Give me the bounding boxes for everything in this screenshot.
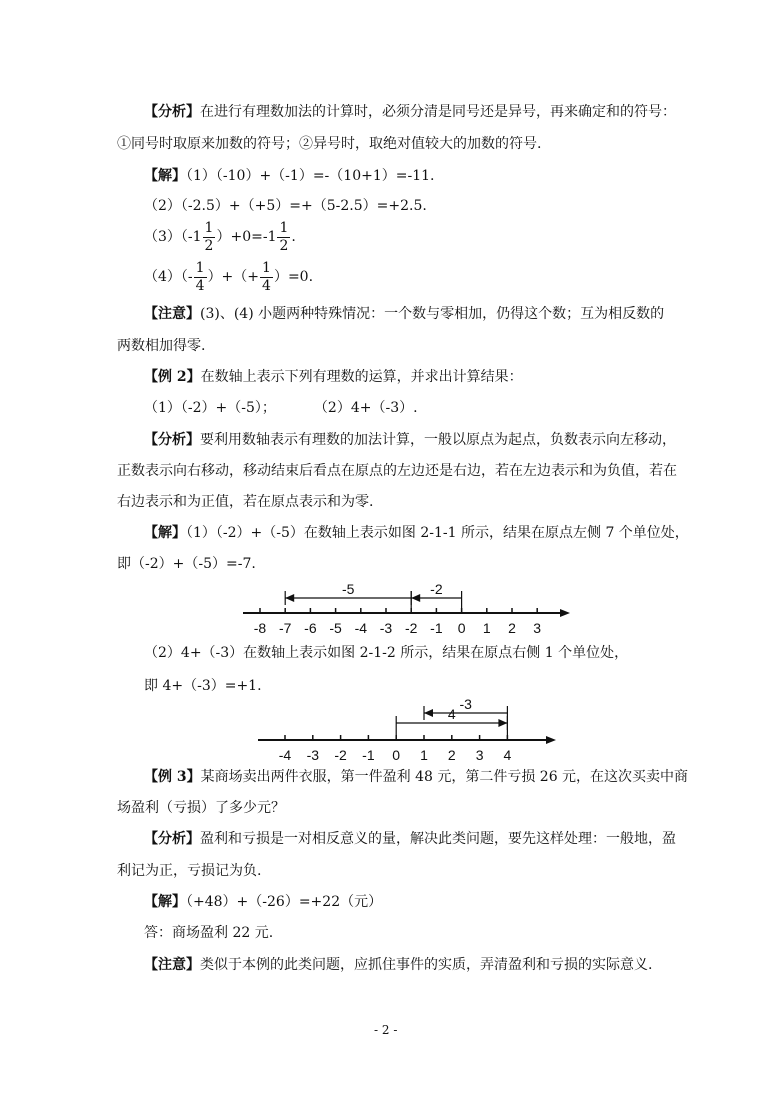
- tick-label: -7: [278, 620, 292, 636]
- analysis-paragraph-3: 【分析】盈利和亏损是一对相反意义的量，解决此类问题，要先这样处理：一般地，盈: [144, 831, 676, 847]
- analysis-paragraph-1: 【分析】在进行有理数加法的计算时，必须分清是同号还是异号，再来确定和的符号：: [144, 104, 676, 120]
- fraction: $\frac{1}{4}$: [195, 259, 205, 294]
- tick-label: -6: [304, 620, 317, 636]
- note-tag: 【注意】: [144, 957, 200, 973]
- example-tag: 【例 3】: [144, 769, 201, 785]
- arrow-label: 4: [447, 706, 456, 722]
- example-3-cont: 场盈利（亏损）了多少元？: [117, 800, 285, 816]
- axis-arrowhead: [546, 736, 556, 744]
- analysis-tag: 【分析】: [144, 104, 200, 120]
- example-tag: 【例 2】: [144, 369, 201, 385]
- tick-label: 1: [420, 747, 428, 763]
- analysis-tag: 【分析】: [144, 831, 200, 847]
- tick-label: -8: [253, 620, 267, 636]
- solution-ex2-line-1: 【解】（1）（-2）+（-5）在数轴上表示如图 2-1-1 所示，结果在原点左侧 7 个单位处，: [144, 525, 689, 541]
- arrow-head: [285, 594, 294, 602]
- solution-tag: 【解】: [144, 168, 186, 184]
- solution-line-4: （4）（- $\frac{1}{4}$ ）+（+ $\frac{1}{4}$ ）=0.: [144, 259, 314, 294]
- arrow-head: [498, 719, 507, 727]
- arrow-label: -5: [341, 581, 355, 597]
- tick-label: -3: [306, 747, 320, 763]
- arrow-label: -3: [459, 696, 472, 712]
- note-paragraph-2: 【注意】类似于本例的此类问题，应抓住事件的实质，弄清盈利和亏损的实际意义.: [144, 957, 653, 973]
- fraction: $\frac{1}{2}$: [279, 219, 289, 254]
- note-tag: 【注意】: [144, 306, 200, 322]
- tick-label: 2: [508, 620, 516, 636]
- arrow-head: [411, 594, 420, 602]
- arrow-head: [424, 709, 433, 717]
- note-paragraph-1-cont: 两数相加得零.: [117, 338, 206, 354]
- analysis-paragraph-1-cont: ①同号时取原来加数的符号；②异号时，取绝对值较大的加数的符号.: [117, 136, 542, 152]
- example-3-heading: 【例 3】某商场卖出两件衣服，第一件盈利 48 元，第二件亏损 26 元，在这次买卖中商: [144, 769, 689, 785]
- tick-label: 0: [392, 747, 401, 763]
- analysis-paragraph-2-cont: 正数表示向右移动，移动结束后看点在原点的左边还是右边，若在左边表示和为负值，若在: [117, 463, 677, 479]
- fraction: $\frac{1}{2}$: [204, 219, 214, 254]
- solution-line-3: （3）（-1 $\frac{1}{2}$ ）+0=-1 $\frac{1}{2}$ .: [144, 219, 296, 254]
- page-number: - 2 -: [374, 1023, 398, 1037]
- tick-label: -1: [430, 620, 443, 636]
- analysis-paragraph-2-cont: 右边表示和为正值，若在原点表示和为零.: [117, 494, 374, 510]
- tick-label: -2: [334, 747, 347, 763]
- tick-label: -3: [379, 620, 393, 636]
- analysis-paragraph-3-cont: 利记为正，亏损记为负.: [117, 863, 262, 879]
- number-line-1: [243, 581, 570, 636]
- note-paragraph-1: 【注意】(3)、(4) 小题两种特殊情况：一个数与零相加，仍得这个数；互为相反数的: [144, 306, 665, 322]
- example-2-items: （1）（-2）+（-5）； （2）4+（-3）.: [144, 400, 418, 416]
- tick-label: 0: [457, 620, 466, 636]
- fraction: $\frac{1}{4}$: [262, 259, 271, 294]
- solution-line-2: （2）（-2.5）+（+5）=+（5-2.5）=+2.5.: [144, 198, 427, 214]
- solution-ex3-line-1: 【解】（+48）+（-26）=+22（元）: [144, 894, 383, 910]
- tick-label: 4: [503, 747, 512, 763]
- tick-label: 3: [475, 747, 484, 763]
- number-line-2: [258, 696, 556, 763]
- tick-label: 1: [482, 620, 491, 636]
- tick-label: -4: [278, 747, 292, 763]
- tick-label: -1: [362, 747, 375, 763]
- tick-label: 3: [533, 620, 542, 636]
- tick-label: -5: [329, 620, 342, 636]
- tick-label: -2: [404, 620, 418, 636]
- answer-line: 答：商场盈利 22 元.: [144, 925, 274, 941]
- solution-ex2-line-3: （2）4+（-3）在数轴上表示如图 2-1-2 所示，结果在原点右侧 1 个单位处，: [144, 645, 629, 661]
- solution-tag: 【解】: [144, 525, 186, 541]
- example-2-heading: 【例 2】在数轴上表示下列有理数的运算，并求出计算结果：: [144, 369, 523, 385]
- solution-line-1: 【解】（1）（-10）+（-1）=-（10+1）=-11.: [144, 168, 435, 184]
- tick-label: 2: [447, 747, 456, 763]
- arrow-label: -2: [430, 581, 443, 597]
- analysis-paragraph-2: 【分析】要利用数轴表示有理数的加法计算，一般以原点为起点，负数表示向左移动，: [144, 432, 676, 448]
- analysis-tag: 【分析】: [144, 432, 200, 448]
- axis-arrowhead: [560, 609, 570, 617]
- solution-tag: 【解】: [144, 894, 186, 910]
- solution-ex2-line-2: 即（-2）+（-5）=-7.: [117, 556, 256, 572]
- tick-label: -4: [354, 620, 368, 636]
- solution-ex2-line-4: 即 4+（-3）=+1.: [144, 678, 262, 694]
